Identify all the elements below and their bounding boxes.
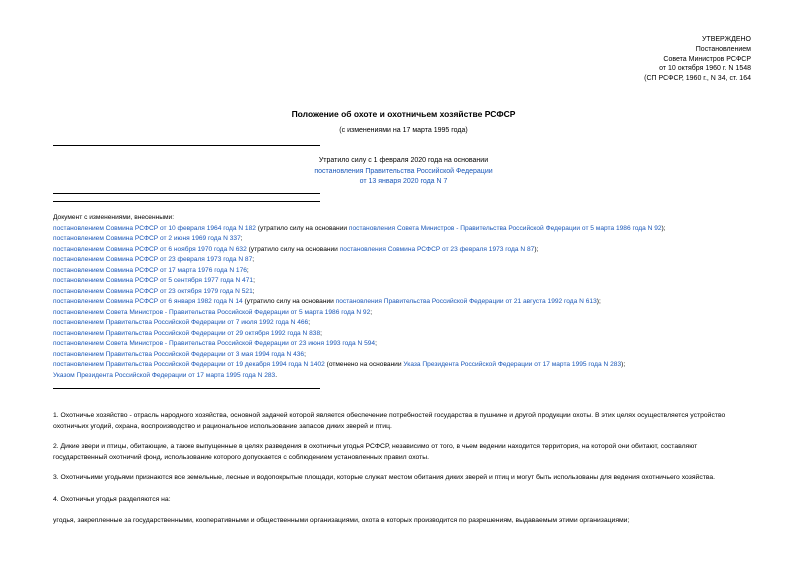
change-note: (утратило силу на основании: [255, 224, 349, 232]
paragraph-line: охотничьих угодий, охрана, воспроизводство и рациональное использование запасов диких зверей и птиц.: [53, 423, 392, 430]
approval-line: от 10 октября 1960 г. N 1548: [659, 65, 751, 73]
lost-force-link[interactable]: от 13 января 2020 года N 7: [359, 178, 448, 186]
change-note: ;: [308, 319, 311, 326]
change-link[interactable]: постановления Правительства Российской Федерации от 21 августа 1992 года N 613: [335, 298, 597, 305]
change-note: (отменено на основании: [324, 361, 404, 368]
change-entry: [53, 329, 753, 340]
change-entry: [53, 339, 753, 350]
change-link[interactable]: постановлением Совмина РСФСР от 23 октября 1979 года N 521: [53, 287, 253, 295]
divider: [53, 193, 320, 194]
change-entry: [53, 287, 753, 298]
approval-line: Совета Министров РСФСР: [663, 55, 751, 63]
change-note: (утратило силу на основании: [246, 245, 340, 253]
change-note: ;: [240, 235, 243, 242]
paragraph-line: угодья, закрепленные за государственными, кооперативными и общественными организациями, охота в которых производится по разрешениям, выдаваемым этими организациями;: [53, 517, 630, 524]
change-note: );: [596, 298, 601, 305]
change-link[interactable]: постановлением Правительства Российской Федерации от 29 октября 1992 года N 838: [53, 329, 321, 337]
approval-stamp: [644, 35, 751, 84]
paragraph-2: [53, 441, 750, 463]
change-note: ;: [375, 340, 377, 347]
change-entry: [53, 276, 753, 287]
change-link[interactable]: Указа Президента Российской Федерации от 17 марта 1995 года N 283: [403, 361, 622, 368]
paragraph-4: [53, 494, 750, 505]
change-note: ;: [304, 350, 306, 358]
change-link[interactable]: постановлением Совмина РСФСР от 6 января 1982 года N 14: [53, 298, 243, 305]
paragraph-line: 3. Охотничьими угодьями признаются все земельные, лесные и водопокрытые площади, которые служат местом обитания диких зверей и птиц и могут быть использованы для ведения охотничьего хозяйства.: [53, 474, 716, 481]
change-entry: [53, 234, 753, 245]
change-link[interactable]: постановлением Правительства Российской Федерации от 3 мая 1994 года N 436: [53, 350, 305, 358]
change-entry: [53, 224, 753, 235]
change-note: ;: [252, 256, 255, 263]
paragraph-line: 2. Дикие звери и птицы, обитающие, а также выпущенные в целях разведения в охотничьи угодья РСФСР, независимо от того, в чьем ведении находится территория, на которой они обитают, составляют: [53, 443, 698, 450]
change-link[interactable]: постановлением Совмина РСФСР от 6 ноября 1970 года N 632: [53, 245, 247, 253]
approval-line: (СП РСФСР, 1960 г., N 34, ст. 164: [644, 75, 751, 83]
paragraph-3: [53, 472, 750, 483]
change-link[interactable]: постановления Совмина РСФСР от 23 февраля 1973 года N 87: [339, 245, 535, 253]
change-note: );: [661, 224, 666, 232]
divider: [53, 201, 320, 202]
paragraph-line: 4. Охотничьи угодья разделяются на:: [53, 496, 171, 503]
paragraph-line: 1. Охотничье хозяйство - отрасль народного хозяйства, основной задачей которой является обеспечение потребностей государства в пушнине и другой продукции охоты. В этих целях осуществляется устройство: [53, 412, 726, 419]
paragraph-line: государственный охотничий фонд, использование которого допускается с соблюдением установленных правил охоты.: [53, 454, 430, 461]
document-title: Положение об охоте и охотничьем хозяйстве РСФСР: [291, 109, 516, 119]
change-entry: [53, 350, 753, 361]
change-link[interactable]: постановлением Совмина РСФСР от 5 сентября 1977 года N 471: [53, 277, 254, 284]
change-entry: [53, 318, 753, 329]
changes-list: [53, 213, 753, 381]
change-entry: [53, 371, 753, 382]
change-note: ;: [320, 329, 322, 337]
document-subtitle: (с изменениями на 17 марта 1995 года): [339, 127, 468, 134]
paragraph-5: [53, 515, 750, 526]
change-link[interactable]: постановлением Правительства Российской Федерации от 19 декабря 1994 года N 1402: [53, 361, 325, 368]
change-entry: [53, 266, 753, 277]
approval-line: Постановлением: [695, 45, 751, 53]
change-note: ;: [253, 277, 255, 284]
change-link[interactable]: постановлением Совмина РСФСР от 17 марта 1976 года N 176: [53, 266, 247, 274]
change-link[interactable]: постановлением Совмина РСФСР от 23 февраля 1973 года N 87: [53, 256, 253, 263]
change-note: .: [275, 371, 278, 379]
change-link[interactable]: постановлением Правительства Российской Федерации от 7 июля 1992 года N 466: [53, 319, 309, 326]
change-note: ;: [252, 287, 255, 295]
change-note: ;: [246, 266, 249, 274]
divider: [53, 388, 320, 389]
paragraph-1: [53, 410, 750, 432]
change-link[interactable]: постановлением Совета Министров - Правительства Российской Федерации от 23 июня 1993 года N 594: [53, 340, 376, 347]
change-link[interactable]: постановлением Совмина РСФСР от 10 февраля 1964 года N 182: [53, 224, 256, 232]
change-entry: [53, 308, 753, 319]
change-entry: [53, 360, 753, 371]
change-link[interactable]: постановления Совета Министров - Правительства Российской Федерации от 5 марта 1986 года N 92: [348, 224, 662, 232]
change-note: );: [621, 361, 626, 368]
change-link[interactable]: Указом Президента Российской Федерации от 17 марта 1995 года N 283: [53, 371, 276, 379]
change-note: (утратило силу на основании: [242, 298, 336, 305]
change-entry: [53, 245, 753, 256]
lost-force-text: Утратило силу с 1 февраля 2020 года на основании: [318, 157, 489, 164]
change-note: );: [534, 245, 539, 253]
change-link[interactable]: постановлением Совета Министров - Правительства Российской Федерации от 5 марта 1986 года N 92: [53, 308, 371, 316]
change-link[interactable]: постановлением Совмина РСФСР от 2 июня 1969 года N 337: [53, 235, 241, 242]
lost-force-link[interactable]: постановления Правительства Российской Федерации: [314, 167, 493, 175]
change-note: ;: [370, 308, 373, 316]
change-entry: [53, 297, 753, 308]
lost-force-notice: [0, 156, 807, 188]
approval-line: УТВЕРЖДЕНО: [701, 36, 751, 43]
changes-heading: Документ с изменениями, внесенными:: [53, 214, 175, 221]
change-entry: [53, 255, 753, 266]
divider: [53, 145, 320, 146]
